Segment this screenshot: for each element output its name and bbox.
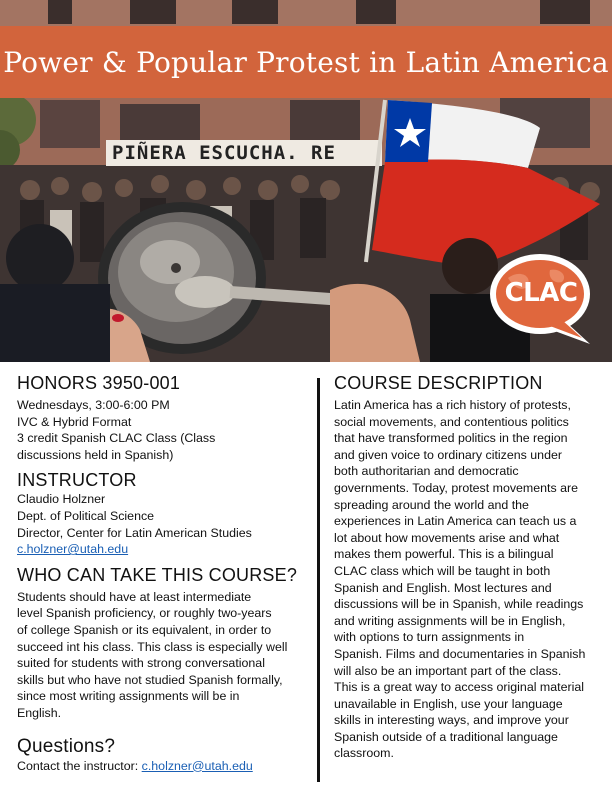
column-divider [317,378,320,782]
instructor-name: Claudio Holzner [17,492,106,507]
description-line: and writing assignments will be in English, [334,613,566,628]
description-line: lot about how movements arise and what [334,530,560,545]
eligibility-line: of college Spanish or its equivalent, in order to [17,622,272,637]
description-line: will also be an important part of the class. [334,663,562,678]
questions-email-link[interactable]: c.holzner@utah.edu [141,758,253,773]
instructor-dept: Dept. of Political Science [17,508,155,523]
description-line: classroom. [334,746,394,761]
eligibility-line: since most writing assignments will be in [17,689,240,704]
eligibility-line: succeed int his class. This class is especially well [17,639,288,654]
instructor-role: Director, Center for Latin American Studies [17,525,252,540]
questions-section [17,736,309,775]
description-line: This is a great way to access original material [334,680,584,695]
course-format: IVC & Hybrid Format [17,414,132,429]
eligibility-line: skills but who have not studied Spanish formally, [17,672,283,687]
questions-heading: Questions? [17,735,116,757]
page-title: Power & Popular Protest in Latin America [3,45,609,79]
description-line: discussions will be in Spanish, while readings [334,597,584,612]
description-line: Spanish. Films and documentaries in Spanish [334,646,586,661]
eligibility-line: level Spanish proficiency, or roughly two-years [17,606,272,621]
course-info-section [17,372,309,463]
course-credits-line1: 3 credit Spanish CLAC Class (Class [17,431,216,446]
description-line: makes them powerful. This is a bilingual [334,547,554,562]
description-line: with options to turn assignments in [334,630,525,645]
course-credits-line2: discussions held in Spanish) [17,447,174,462]
eligibility-heading: WHO CAN TAKE THIS COURSE? [17,564,298,585]
description-line: unavailable in English, use your language [334,696,563,711]
instructor-heading: INSTRUCTOR [17,470,137,491]
description-line: Spanish and English. Most lectures and [334,580,552,595]
description-line: Spanish outside of a traditional language [334,729,558,744]
description-line: CLAC class which will be taught in both [334,563,551,578]
eligibility-line: Students should have at least intermediate [17,589,252,604]
instructor-section [17,469,309,557]
left-column [17,372,309,774]
description-line: Latin America has a rich history of protests, [334,398,571,412]
questions-prefix: Contact the instructor: [17,758,142,773]
eligibility-line: suited for students with strong conversational [17,656,265,671]
description-line: social movements, and contentious politics [334,414,569,429]
title-band [0,26,612,98]
right-column [334,372,604,762]
description-line: experiences in Latin America can teach us a [334,514,577,529]
clac-logo [488,252,596,348]
protest-banner-text: PIÑERA ESCUCHA. RE [112,142,336,164]
description-line: both authoritarian and democratic [334,464,519,479]
eligibility-section [17,564,309,722]
description-line: and given voice to ordinary citizens under [334,447,562,462]
description-heading: COURSE DESCRIPTION [334,373,543,393]
course-code-heading: HONORS 3950-001 [17,373,181,393]
eligibility-line: English. [17,705,62,720]
header-photo [0,0,612,362]
description-line: spreading around the world and the [334,497,529,512]
description-line: governments. Today, protest movements are [334,480,579,495]
instructor-email-link[interactable]: c.holzner@utah.edu [17,542,129,557]
clac-logo-text: CLAC [504,278,578,308]
course-schedule: Wednesdays, 3:00-6:00 PM [17,398,170,412]
description-line: skills in interesting ways, and improve your [334,713,569,728]
description-line: that have transformed politics in the region [334,431,568,446]
